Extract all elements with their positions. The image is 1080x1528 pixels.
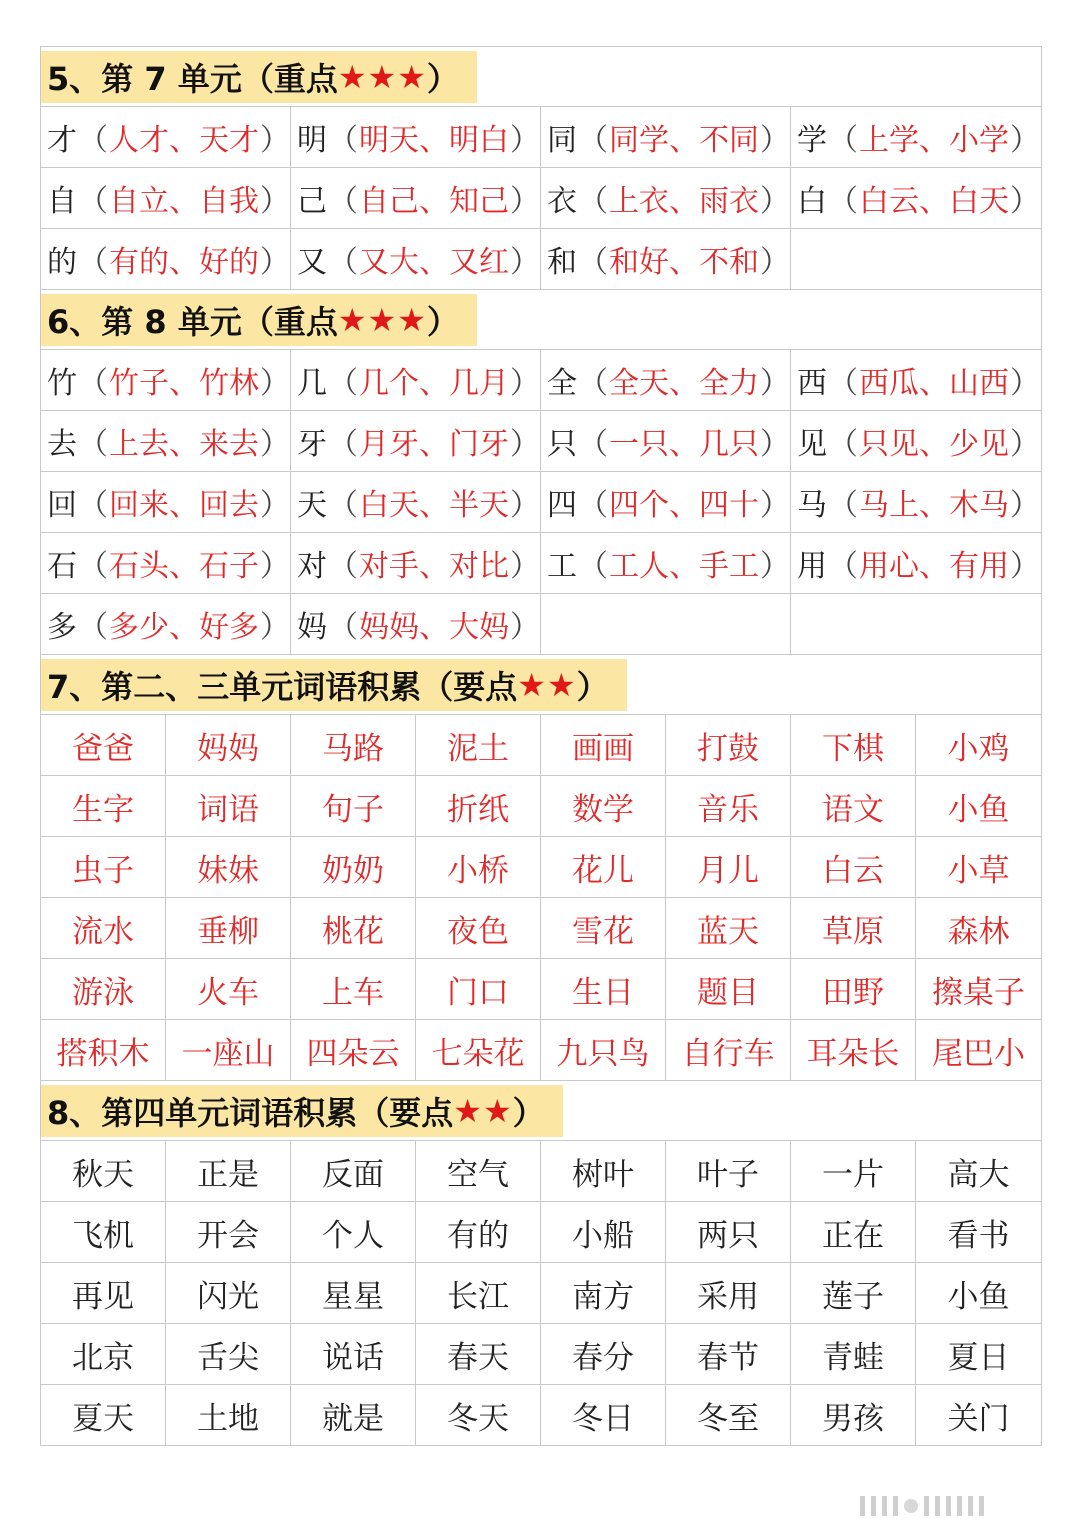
word-cell: 夏天 (40, 1385, 165, 1446)
paren-open: （ (328, 184, 358, 219)
section7-title (41, 659, 627, 711)
paren-open: （ (328, 123, 358, 158)
word-cell: 春天 (415, 1324, 540, 1385)
char-cell (790, 411, 1042, 472)
word-pair: 对手、对比 (359, 549, 509, 584)
word-pair: 多少、好多 (109, 610, 259, 645)
word-cell: 空气 (415, 1141, 540, 1202)
word-cell: 雪花 (540, 898, 665, 959)
section5-title (41, 51, 477, 103)
word-cell: 奶奶 (290, 837, 415, 898)
char: 马 (797, 488, 827, 523)
section5-header-row (40, 47, 1042, 107)
paren-open: （ (578, 245, 608, 280)
char: 西 (797, 366, 827, 401)
paren-open: （ (828, 184, 858, 219)
word-pair: 白云、白天 (859, 184, 1009, 219)
char-cell (40, 107, 290, 168)
paren-close: ） (510, 245, 540, 280)
word-cell: 田野 (790, 959, 915, 1020)
char-cell (40, 411, 290, 472)
char: 用 (797, 549, 827, 584)
word-cell: 泥土 (415, 715, 540, 776)
word-cell: 数学 (540, 776, 665, 837)
section8-grid (40, 1141, 1042, 1446)
word-cell: 一座山 (165, 1020, 290, 1081)
word-pair: 上衣、雨衣 (609, 184, 759, 219)
empty-cell (540, 594, 790, 655)
word-pair: 竹子、竹林 (109, 366, 259, 401)
word-cell: 长江 (415, 1263, 540, 1324)
paren-open: （ (328, 549, 358, 584)
char-cell (290, 229, 540, 290)
char-cell (540, 533, 790, 594)
paren-close: ） (510, 184, 540, 219)
char: 天 (297, 488, 327, 523)
paren-open: （ (828, 427, 858, 462)
char: 己 (297, 184, 327, 219)
char-cell (40, 472, 290, 533)
word-cell: 搭积木 (40, 1020, 165, 1081)
char-cell (540, 168, 790, 229)
section6-title (41, 294, 477, 346)
word-pair: 回来、回去 (109, 488, 259, 523)
word-cell: 自行车 (665, 1020, 790, 1081)
char-cell (790, 533, 1042, 594)
word-pair: 用心、有用 (859, 549, 1009, 584)
char-cell (540, 472, 790, 533)
paren-close: ） (510, 549, 540, 584)
word-cell: 开会 (165, 1202, 290, 1263)
word-pair: 月牙、门牙 (359, 427, 509, 462)
char: 回 (47, 488, 77, 523)
word-cell: 森林 (915, 898, 1042, 959)
section6-grid (40, 350, 1042, 655)
word-pair: 有的、好的 (109, 245, 259, 280)
paren-open: （ (828, 123, 858, 158)
char-cell (790, 168, 1042, 229)
char: 见 (797, 427, 827, 462)
word-cell: 火车 (165, 959, 290, 1020)
char-cell (290, 411, 540, 472)
word-cell: 个人 (290, 1202, 415, 1263)
word-cell: 词语 (165, 776, 290, 837)
word-pair: 工人、手工 (609, 549, 759, 584)
word-cell: 虫子 (40, 837, 165, 898)
word-cell: 就是 (290, 1385, 415, 1446)
paren-open: （ (578, 549, 608, 584)
paren-open: （ (78, 488, 108, 523)
section8-title-close: ） (512, 1094, 545, 1132)
word-cell: 打鼓 (665, 715, 790, 776)
paren-open: （ (578, 123, 608, 158)
word-cell: 生日 (540, 959, 665, 1020)
word-cell: 两只 (665, 1202, 790, 1263)
section8-header-row (40, 1081, 1042, 1141)
word-pair: 明天、明白 (359, 123, 509, 158)
char: 对 (297, 549, 327, 584)
char-cell (540, 107, 790, 168)
paren-open: （ (78, 245, 108, 280)
char: 和 (547, 245, 577, 280)
char: 明 (297, 123, 327, 158)
word-cell: 题目 (665, 959, 790, 1020)
word-cell: 青蛙 (790, 1324, 915, 1385)
paren-open: （ (828, 488, 858, 523)
paren-close: ） (760, 549, 790, 584)
paren-close: ） (510, 123, 540, 158)
word-cell: 爸爸 (40, 715, 165, 776)
section7-stars: ★★ (517, 666, 577, 704)
paren-close: ） (510, 610, 540, 645)
char-cell (790, 472, 1042, 533)
char: 才 (47, 123, 77, 158)
word-cell: 冬日 (540, 1385, 665, 1446)
char: 又 (297, 245, 327, 280)
paren-open: （ (328, 488, 358, 523)
char: 只 (547, 427, 577, 462)
word-pair: 石头、石子 (109, 549, 259, 584)
paren-close: ） (1010, 123, 1040, 158)
paren-open: （ (828, 549, 858, 584)
word-cell: 上车 (290, 959, 415, 1020)
word-cell: 说话 (290, 1324, 415, 1385)
word-cell: 关门 (915, 1385, 1042, 1446)
word-pair: 上学、小学 (859, 123, 1009, 158)
char-cell (290, 594, 540, 655)
char-cell (290, 472, 540, 533)
paren-open: （ (78, 549, 108, 584)
word-pair: 四个、四十 (609, 488, 759, 523)
section8-title-text: 8、第四单元词语积累（要点 (47, 1094, 454, 1132)
paren-close: ） (1010, 488, 1040, 523)
word-cell: 闪光 (165, 1263, 290, 1324)
word-cell: 正在 (790, 1202, 915, 1263)
word-cell: 一片 (790, 1141, 915, 1202)
paren-close: ） (510, 488, 540, 523)
word-pair: 人才、天才 (109, 123, 259, 158)
empty-cell (790, 594, 1042, 655)
word-pair: 白天、半天 (359, 488, 509, 523)
word-cell: 妹妹 (165, 837, 290, 898)
paren-close: ） (1010, 427, 1040, 462)
word-cell: 有的 (415, 1202, 540, 1263)
word-cell: 再见 (40, 1263, 165, 1324)
char-cell (790, 107, 1042, 168)
char-cell (40, 533, 290, 594)
char-cell (40, 350, 290, 411)
word-cell: 小桥 (415, 837, 540, 898)
paren-open: （ (328, 610, 358, 645)
section5-stars: ★★★ (337, 58, 427, 96)
char: 牙 (297, 427, 327, 462)
char-cell (40, 594, 290, 655)
char-cell (40, 168, 290, 229)
word-cell: 门口 (415, 959, 540, 1020)
word-cell: 春节 (665, 1324, 790, 1385)
char-cell (290, 168, 540, 229)
word-cell: 小船 (540, 1202, 665, 1263)
paren-close: ） (760, 184, 790, 219)
paren-close: ） (760, 427, 790, 462)
word-pair: 自己、知己 (359, 184, 509, 219)
word-cell: 小草 (915, 837, 1042, 898)
word-cell: 男孩 (790, 1385, 915, 1446)
word-cell: 马路 (290, 715, 415, 776)
word-cell: 采用 (665, 1263, 790, 1324)
paren-open: （ (828, 366, 858, 401)
paren-open: （ (78, 184, 108, 219)
char: 妈 (297, 610, 327, 645)
paren-close: ） (760, 488, 790, 523)
section5-title-text: 5、第 7 单元（重点 (47, 60, 338, 98)
paren-open: （ (328, 366, 358, 401)
word-pair: 和好、不和 (609, 245, 759, 280)
word-cell: 看书 (915, 1202, 1042, 1263)
paren-close: ） (510, 366, 540, 401)
word-cell: 四朵云 (290, 1020, 415, 1081)
char: 竹 (47, 366, 77, 401)
char: 衣 (547, 184, 577, 219)
paren-open: （ (578, 184, 608, 219)
paren-open: （ (78, 427, 108, 462)
char: 白 (797, 184, 827, 219)
word-cell: 叶子 (665, 1141, 790, 1202)
char: 工 (547, 549, 577, 584)
char-cell (40, 229, 290, 290)
watermark (860, 1492, 1060, 1520)
section8-stars: ★★ (453, 1092, 513, 1130)
word-cell: 土地 (165, 1385, 290, 1446)
section7-title-close: ） (576, 668, 609, 706)
char-cell (540, 229, 790, 290)
char: 多 (47, 610, 77, 645)
word-cell: 小鱼 (915, 776, 1042, 837)
word-cell: 句子 (290, 776, 415, 837)
paren-close: ） (260, 245, 290, 280)
word-pair: 几个、几月 (359, 366, 509, 401)
word-cell: 小鱼 (915, 1263, 1042, 1324)
section6-header-row (40, 290, 1042, 350)
word-cell: 画画 (540, 715, 665, 776)
word-cell: 反面 (290, 1141, 415, 1202)
paren-close: ） (260, 366, 290, 401)
word-cell: 游泳 (40, 959, 165, 1020)
paren-close: ） (1010, 366, 1040, 401)
char: 自 (47, 184, 77, 219)
word-cell: 七朵花 (415, 1020, 540, 1081)
paren-open: （ (78, 123, 108, 158)
word-cell: 月儿 (665, 837, 790, 898)
word-pair: 同学、不同 (609, 123, 759, 158)
empty-cell (790, 229, 1042, 290)
word-cell: 草原 (790, 898, 915, 959)
char-cell (290, 533, 540, 594)
char-cell (540, 411, 790, 472)
char: 同 (547, 123, 577, 158)
section5-grid (40, 107, 1042, 290)
word-cell: 生字 (40, 776, 165, 837)
word-cell: 音乐 (665, 776, 790, 837)
word-pair: 马上、木马 (859, 488, 1009, 523)
paren-close: ） (1010, 549, 1040, 584)
word-cell: 飞机 (40, 1202, 165, 1263)
word-cell: 花儿 (540, 837, 665, 898)
word-cell: 垂柳 (165, 898, 290, 959)
char: 几 (297, 366, 327, 401)
word-cell: 南方 (540, 1263, 665, 1324)
section6-title-close: ） (426, 303, 459, 341)
char-cell (290, 350, 540, 411)
word-cell: 折纸 (415, 776, 540, 837)
paren-open: （ (328, 245, 358, 280)
section7-header-row (40, 655, 1042, 715)
word-cell: 妈妈 (165, 715, 290, 776)
word-pair: 全天、全力 (609, 366, 759, 401)
word-pair: 上去、来去 (109, 427, 259, 462)
paren-close: ） (760, 123, 790, 158)
word-cell: 语文 (790, 776, 915, 837)
paren-close: ） (260, 427, 290, 462)
paren-close: ） (260, 549, 290, 584)
section6-stars: ★★★ (337, 301, 427, 339)
section8-title (41, 1085, 563, 1137)
paren-close: ） (260, 610, 290, 645)
paren-open: （ (78, 610, 108, 645)
word-pair: 一只、几只 (609, 427, 759, 462)
char: 去 (47, 427, 77, 462)
word-pair: 又大、又红 (359, 245, 509, 280)
word-cell: 冬至 (665, 1385, 790, 1446)
word-cell: 桃花 (290, 898, 415, 959)
worksheet (40, 46, 1042, 1446)
char: 的 (47, 245, 77, 280)
paren-open: （ (578, 427, 608, 462)
word-cell: 擦桌子 (915, 959, 1042, 1020)
word-cell: 下棋 (790, 715, 915, 776)
paren-close: ） (1010, 184, 1040, 219)
word-cell: 正是 (165, 1141, 290, 1202)
word-cell: 春分 (540, 1324, 665, 1385)
word-cell: 树叶 (540, 1141, 665, 1202)
paren-close: ） (260, 488, 290, 523)
char: 全 (547, 366, 577, 401)
word-cell: 流水 (40, 898, 165, 959)
paren-close: ） (260, 123, 290, 158)
word-cell: 蓝天 (665, 898, 790, 959)
paren-open: （ (78, 366, 108, 401)
word-cell: 小鸡 (915, 715, 1042, 776)
paren-close: ） (260, 184, 290, 219)
char-cell (790, 350, 1042, 411)
paren-open: （ (578, 488, 608, 523)
word-cell: 舌尖 (165, 1324, 290, 1385)
word-cell: 星星 (290, 1263, 415, 1324)
char: 四 (547, 488, 577, 523)
word-pair: 西瓜、山西 (859, 366, 1009, 401)
char: 石 (47, 549, 77, 584)
word-cell: 白云 (790, 837, 915, 898)
char: 学 (797, 123, 827, 158)
word-cell: 夜色 (415, 898, 540, 959)
word-cell: 耳朵长 (790, 1020, 915, 1081)
word-cell: 北京 (40, 1324, 165, 1385)
section7-title-text: 7、第二、三单元词语积累（要点 (47, 668, 518, 706)
paren-close: ） (760, 366, 790, 401)
word-pair: 只见、少见 (859, 427, 1009, 462)
paren-open: （ (578, 366, 608, 401)
section7-grid (40, 715, 1042, 1081)
word-pair: 妈妈、大妈 (359, 610, 509, 645)
word-cell: 秋天 (40, 1141, 165, 1202)
word-cell: 莲子 (790, 1263, 915, 1324)
char-cell (540, 350, 790, 411)
word-cell: 九只鸟 (540, 1020, 665, 1081)
word-cell: 高大 (915, 1141, 1042, 1202)
paren-close: ） (510, 427, 540, 462)
paren-open: （ (328, 427, 358, 462)
word-pair: 自立、自我 (109, 184, 259, 219)
word-cell: 尾巴小 (915, 1020, 1042, 1081)
paren-close: ） (760, 245, 790, 280)
char-cell (290, 107, 540, 168)
word-cell: 夏日 (915, 1324, 1042, 1385)
section5-title-close: ） (426, 60, 459, 98)
word-cell: 冬天 (415, 1385, 540, 1446)
section6-title-text: 6、第 8 单元（重点 (47, 303, 338, 341)
